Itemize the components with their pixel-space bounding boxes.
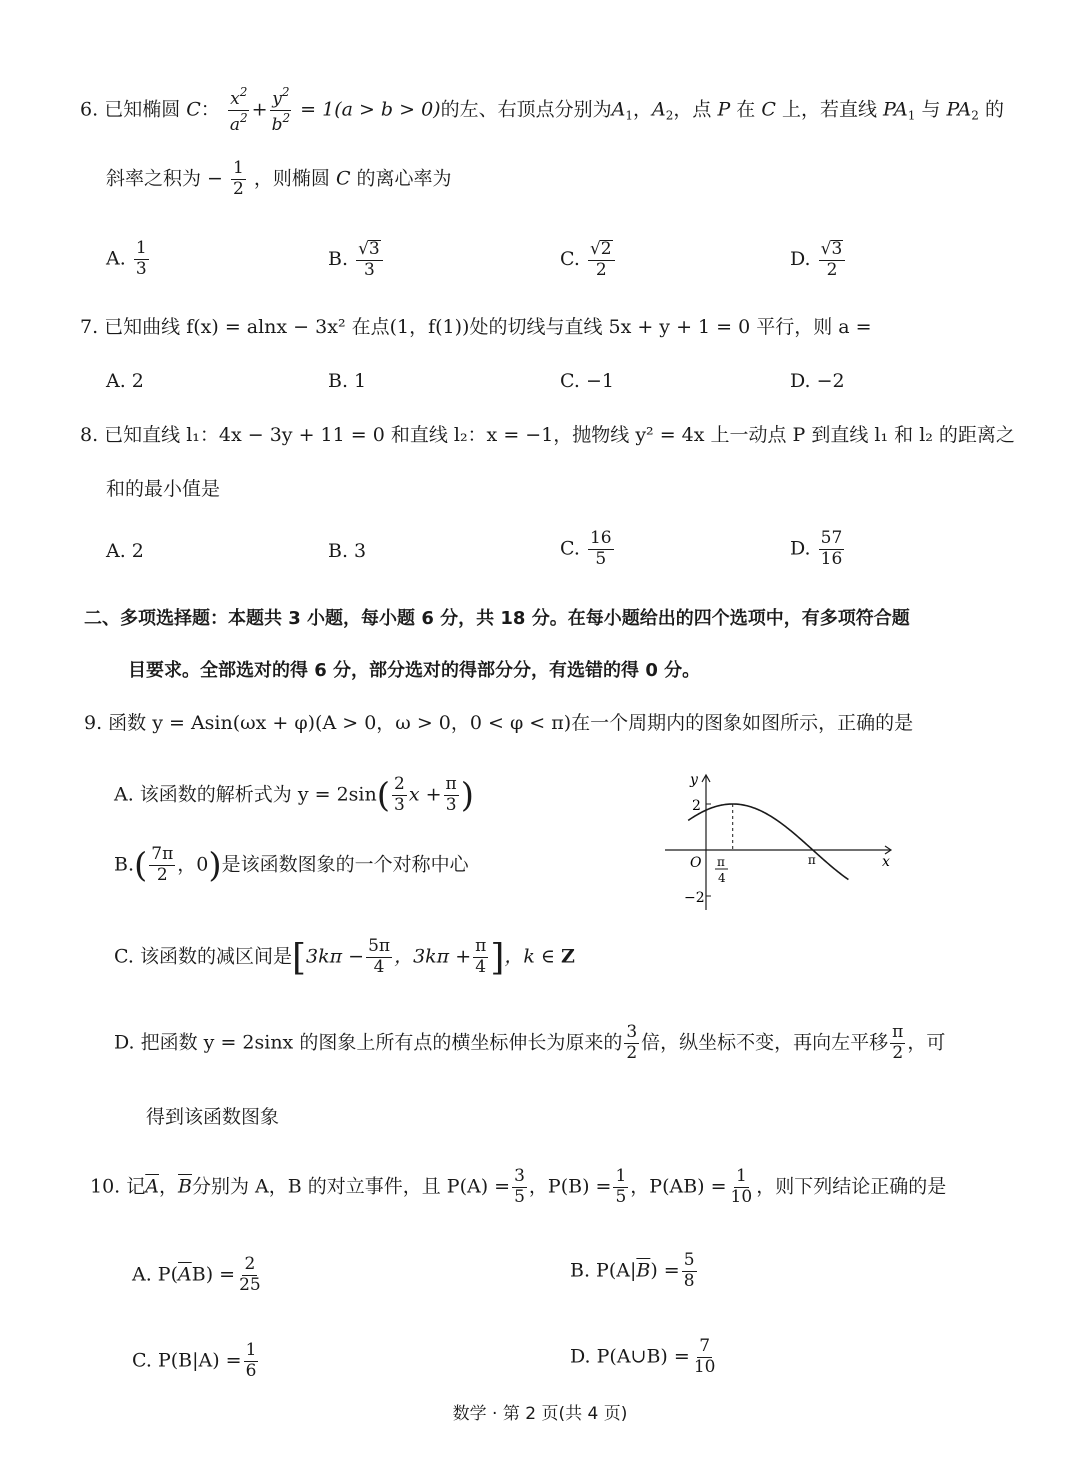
pi4-num-label: π	[717, 855, 725, 869]
q6-colon: ：	[200, 98, 220, 121]
y-axis-label: y	[690, 772, 698, 788]
q6-text-on: 在	[736, 98, 756, 121]
q6-text-pre: 已知椭圆	[104, 98, 181, 121]
q6-frac-x: $\frac{x^2}{a^2}$	[229, 85, 248, 135]
pi4-den-label: 4	[718, 871, 726, 885]
q6-pa1: PA	[883, 98, 908, 121]
q6-line1: 6. 已知椭圆 C： $\frac{x^2}{a^2}$ + $\frac{y^2}{b^2}$ = 1(a > b > 0)的左、右顶点分别为$A_1$，$A_2$，点 P 在 C 上，若直线 $PA_1$ 与 $PA_2$ 的	[80, 85, 1004, 135]
q6-line2-end: 的离心率为	[356, 167, 452, 190]
section2-heading-line1: 二、多项选择题：本题共 3 小题，每小题 6 分，共 18 分。在每小题给出的四个选项中，有多项符合题	[84, 608, 910, 629]
q6-option-b: B. $\frac{√3}{3}$	[328, 240, 385, 280]
q6-and: 与	[921, 98, 941, 121]
q8-option-b: B. 3	[328, 540, 367, 562]
q6-de: 的	[984, 98, 1004, 121]
q9-option-d-line2: 得到该函数图象	[146, 1106, 280, 1128]
q6-ellipse-c: C	[186, 98, 201, 121]
q8-option-c: C. $\frac{16}{5}$	[560, 528, 612, 569]
q6-c-ref: C	[761, 98, 776, 121]
q6-line2-c: C	[335, 167, 351, 190]
q6-a1-sub: 1	[625, 108, 633, 123]
q8-stem-line2: 和的最小值是	[106, 478, 221, 500]
q6-line2-frac: $\frac{1}{2}$	[233, 158, 244, 199]
q6-a2: A	[652, 98, 666, 121]
y-min-label: −2	[684, 890, 705, 906]
q6-a1: A	[611, 98, 626, 121]
q6-line2	[106, 160, 452, 199]
q6-option-d: D. $\frac{√3}{2}$	[790, 240, 847, 280]
q6-number: 6.	[80, 98, 99, 121]
q6-pa2: PA	[946, 98, 972, 121]
pi-tick-label: π	[807, 853, 816, 867]
q7-option-c: C. −1	[560, 370, 614, 392]
q6-line2-post: ，则椭圆	[253, 167, 330, 190]
q10-stem: 10. 记$\overline{A}$，$\overline{B}$分别为 A，B 的对立事件，且 P(A) = $\frac{3}{5}$ ，P(B) = $\frac{1}{5}$ ，P(AB) = $\frac{1}{10}$ ，则下列结论正确的是	[90, 1166, 947, 1207]
q6-text-tail: 上，若直线	[781, 98, 877, 121]
q9-option-d: D. 把函数 y = 2sinx 的图象上所有点的横坐标伸长为原来的 $\frac{3}{2}$ 倍，纵坐标不变，再向左平移 $\frac{\pi}{2}$ ，可	[114, 1022, 946, 1063]
q6-point-p: P	[717, 98, 731, 121]
q9-option-a: A. 该函数的解析式为 y = 2sin( $\frac{2}{3}$ x + $\frac{\pi}{3}$ )	[114, 774, 474, 816]
q9-stem: 9. 函数 y = Asin(ωx + φ)(A > 0，ω > 0，0 < φ < π)在一个周期内的图象如图所示，正确的是	[84, 712, 914, 734]
q6-frac-y: $\frac{y^2}{b^2}$	[271, 85, 291, 135]
q6-text-mid: ，点	[673, 98, 712, 121]
q10-option-c: C. P(B|A) = $\frac{1}{6}$	[132, 1340, 257, 1381]
y-max-label: 2	[692, 798, 701, 814]
q7-stem: 7. 已知曲线 f(x) = alnx − 3x² 在点(1，f(1))处的切线与直线 5x + y + 1 = 0 平行，则 a =	[80, 316, 872, 338]
section2-heading-line2: 目要求。全部选对的得 6 分，部分选对的得部分分，有选错的得 0 分。	[128, 660, 701, 681]
sine-graph	[660, 768, 900, 918]
q6-line2-pre: 斜率之积为 −	[106, 167, 223, 190]
q6-option-c: C. $\frac{√2}{2}$	[560, 240, 617, 280]
q6-text-post: 的左、右顶点分别为	[440, 98, 612, 121]
sine-curve-series	[688, 804, 848, 880]
q9-option-b: B.( $\frac{7\pi}{2}$ ，0)是该函数图象的一个对称中心	[114, 844, 469, 886]
q10-option-b: B. $P(A|\overline{B})$ = $\frac{5}{8}$	[570, 1250, 695, 1291]
origin-label: O	[690, 855, 702, 871]
q10-option-a: A. $P(\overline{A}B)$ = $\frac{2}{25}$	[132, 1254, 261, 1295]
q6-comma: ，	[632, 98, 652, 121]
q8-option-d: D. $\frac{57}{16}$	[790, 528, 843, 569]
q6-option-a: A. $\frac{1}{3}$	[106, 238, 147, 279]
q8-option-a: A. 2	[106, 540, 144, 562]
q6-a2-sub: 2	[665, 108, 674, 123]
q7-option-a: A. 2	[106, 370, 144, 392]
q6-eq-rhs: = 1(a > b > 0)	[300, 98, 441, 121]
q8-stem-line1: 8. 已知直线 l₁：4x − 3y + 11 = 0 和直线 l₂：x = −1，抛物线 y² = 4x 上一动点 P 到直线 l₁ 和 l₂ 的距离之	[80, 424, 1015, 446]
q7-option-b: B. 1	[328, 370, 367, 392]
q9-option-c: C. 该函数的减区间是[3kπ − $\frac{5\pi}{4}$ ，3kπ + $\frac{\pi}{4}$ ]，k ∈ Z	[114, 936, 575, 979]
page-footer: 数学 · 第 2 页(共 4 页)	[452, 1404, 628, 1424]
q7-option-d: D. −2	[790, 370, 845, 392]
x-axis-label: x	[882, 854, 890, 870]
q10-option-d: D. P(A∪B) = $\frac{7}{10}$	[570, 1336, 716, 1377]
